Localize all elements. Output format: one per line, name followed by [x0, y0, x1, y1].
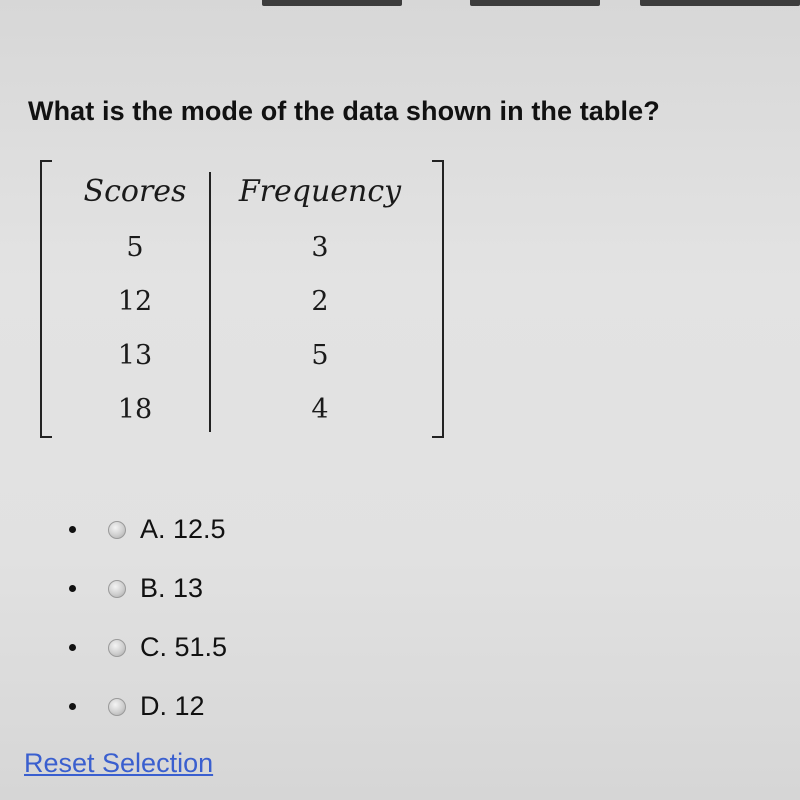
cropped-text-fragment — [262, 0, 402, 6]
answer-option-a[interactable] — [60, 500, 460, 559]
radio-button-a[interactable] — [108, 521, 126, 539]
cropped-top-text — [0, 0, 800, 14]
answer-option-c[interactable] — [60, 618, 460, 677]
table-cell-frequency: 3 — [311, 232, 329, 263]
cropped-text-fragment — [640, 0, 800, 6]
left-bracket — [40, 160, 52, 438]
header-frequency: Frequency — [238, 174, 402, 209]
table-cell-score: 12 — [117, 286, 153, 317]
cropped-text-fragment — [470, 0, 600, 6]
radio-button-b[interactable] — [108, 580, 126, 598]
table-cell-score: 13 — [117, 340, 153, 371]
table-cell-score: 5 — [126, 232, 144, 263]
table-cell-frequency: 2 — [311, 286, 329, 317]
answer-option-d[interactable] — [60, 677, 460, 736]
right-bracket — [432, 160, 444, 438]
answer-options — [60, 500, 460, 736]
frequency-table — [40, 160, 444, 436]
answer-label[interactable]: B. 13 — [140, 573, 204, 603]
bullet-icon — [69, 526, 76, 533]
answer-option-b[interactable] — [60, 559, 460, 618]
radio-button-d[interactable] — [108, 698, 126, 716]
bullet-icon — [69, 585, 76, 592]
answer-label[interactable]: C. 51.5 — [140, 632, 228, 662]
table-cell-score: 18 — [117, 394, 153, 425]
bullet-icon — [69, 644, 76, 651]
reset-selection-link[interactable]: Reset Selection — [24, 748, 214, 778]
column-divider — [209, 172, 211, 432]
question-text: What is the mode of the data shown in the table? — [28, 96, 660, 126]
header-scores: Scores — [83, 174, 187, 209]
answer-label[interactable]: A. 12.5 — [140, 514, 226, 544]
bullet-icon — [69, 703, 76, 710]
table-cell-frequency: 5 — [311, 340, 329, 371]
table-cell-frequency: 4 — [311, 394, 329, 425]
radio-button-c[interactable] — [108, 639, 126, 657]
answer-label[interactable]: D. 12 — [140, 691, 205, 721]
